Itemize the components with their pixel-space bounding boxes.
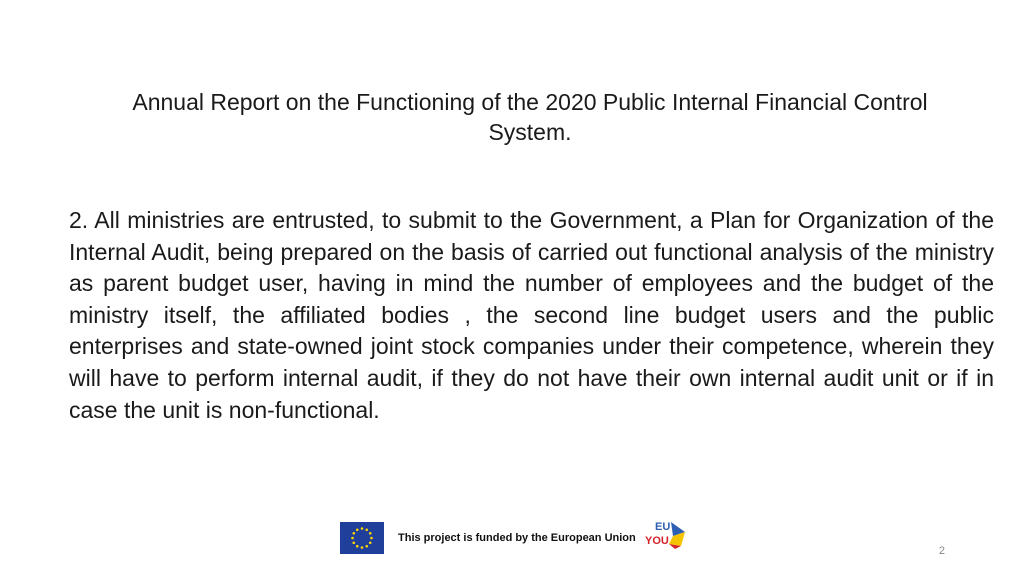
eu-flag-icon	[340, 522, 384, 554]
page-number: 2	[938, 545, 945, 557]
slide-title: Annual Report on the Functioning of the 2020 Public Internal Financial Control System.	[132, 89, 928, 145]
eu-for-you-logo-icon	[643, 518, 689, 550]
slide-body-text: 2. All ministries are entrusted, to submit to the Government, a Plan for Organization of the Internal Audit, being prepared on the basis of carried out functional analysis of the ministry as parent budget user, having in mind the number of employees and the budget of the ministry itself, the affiliated bodies , the second line budget users and the public enterprises and state-owned joint stock companies under their competence, wherein they will have to perform internal audit, if they do not have their own internal audit unit or if in case the unit is non-functional.	[69, 207, 994, 423]
funding-footer	[340, 520, 636, 556]
funding-statement: This project is funded by the European Union	[398, 532, 636, 544]
logo-text-eu: EU	[655, 521, 671, 533]
logo-text-you: YOU	[645, 535, 669, 547]
